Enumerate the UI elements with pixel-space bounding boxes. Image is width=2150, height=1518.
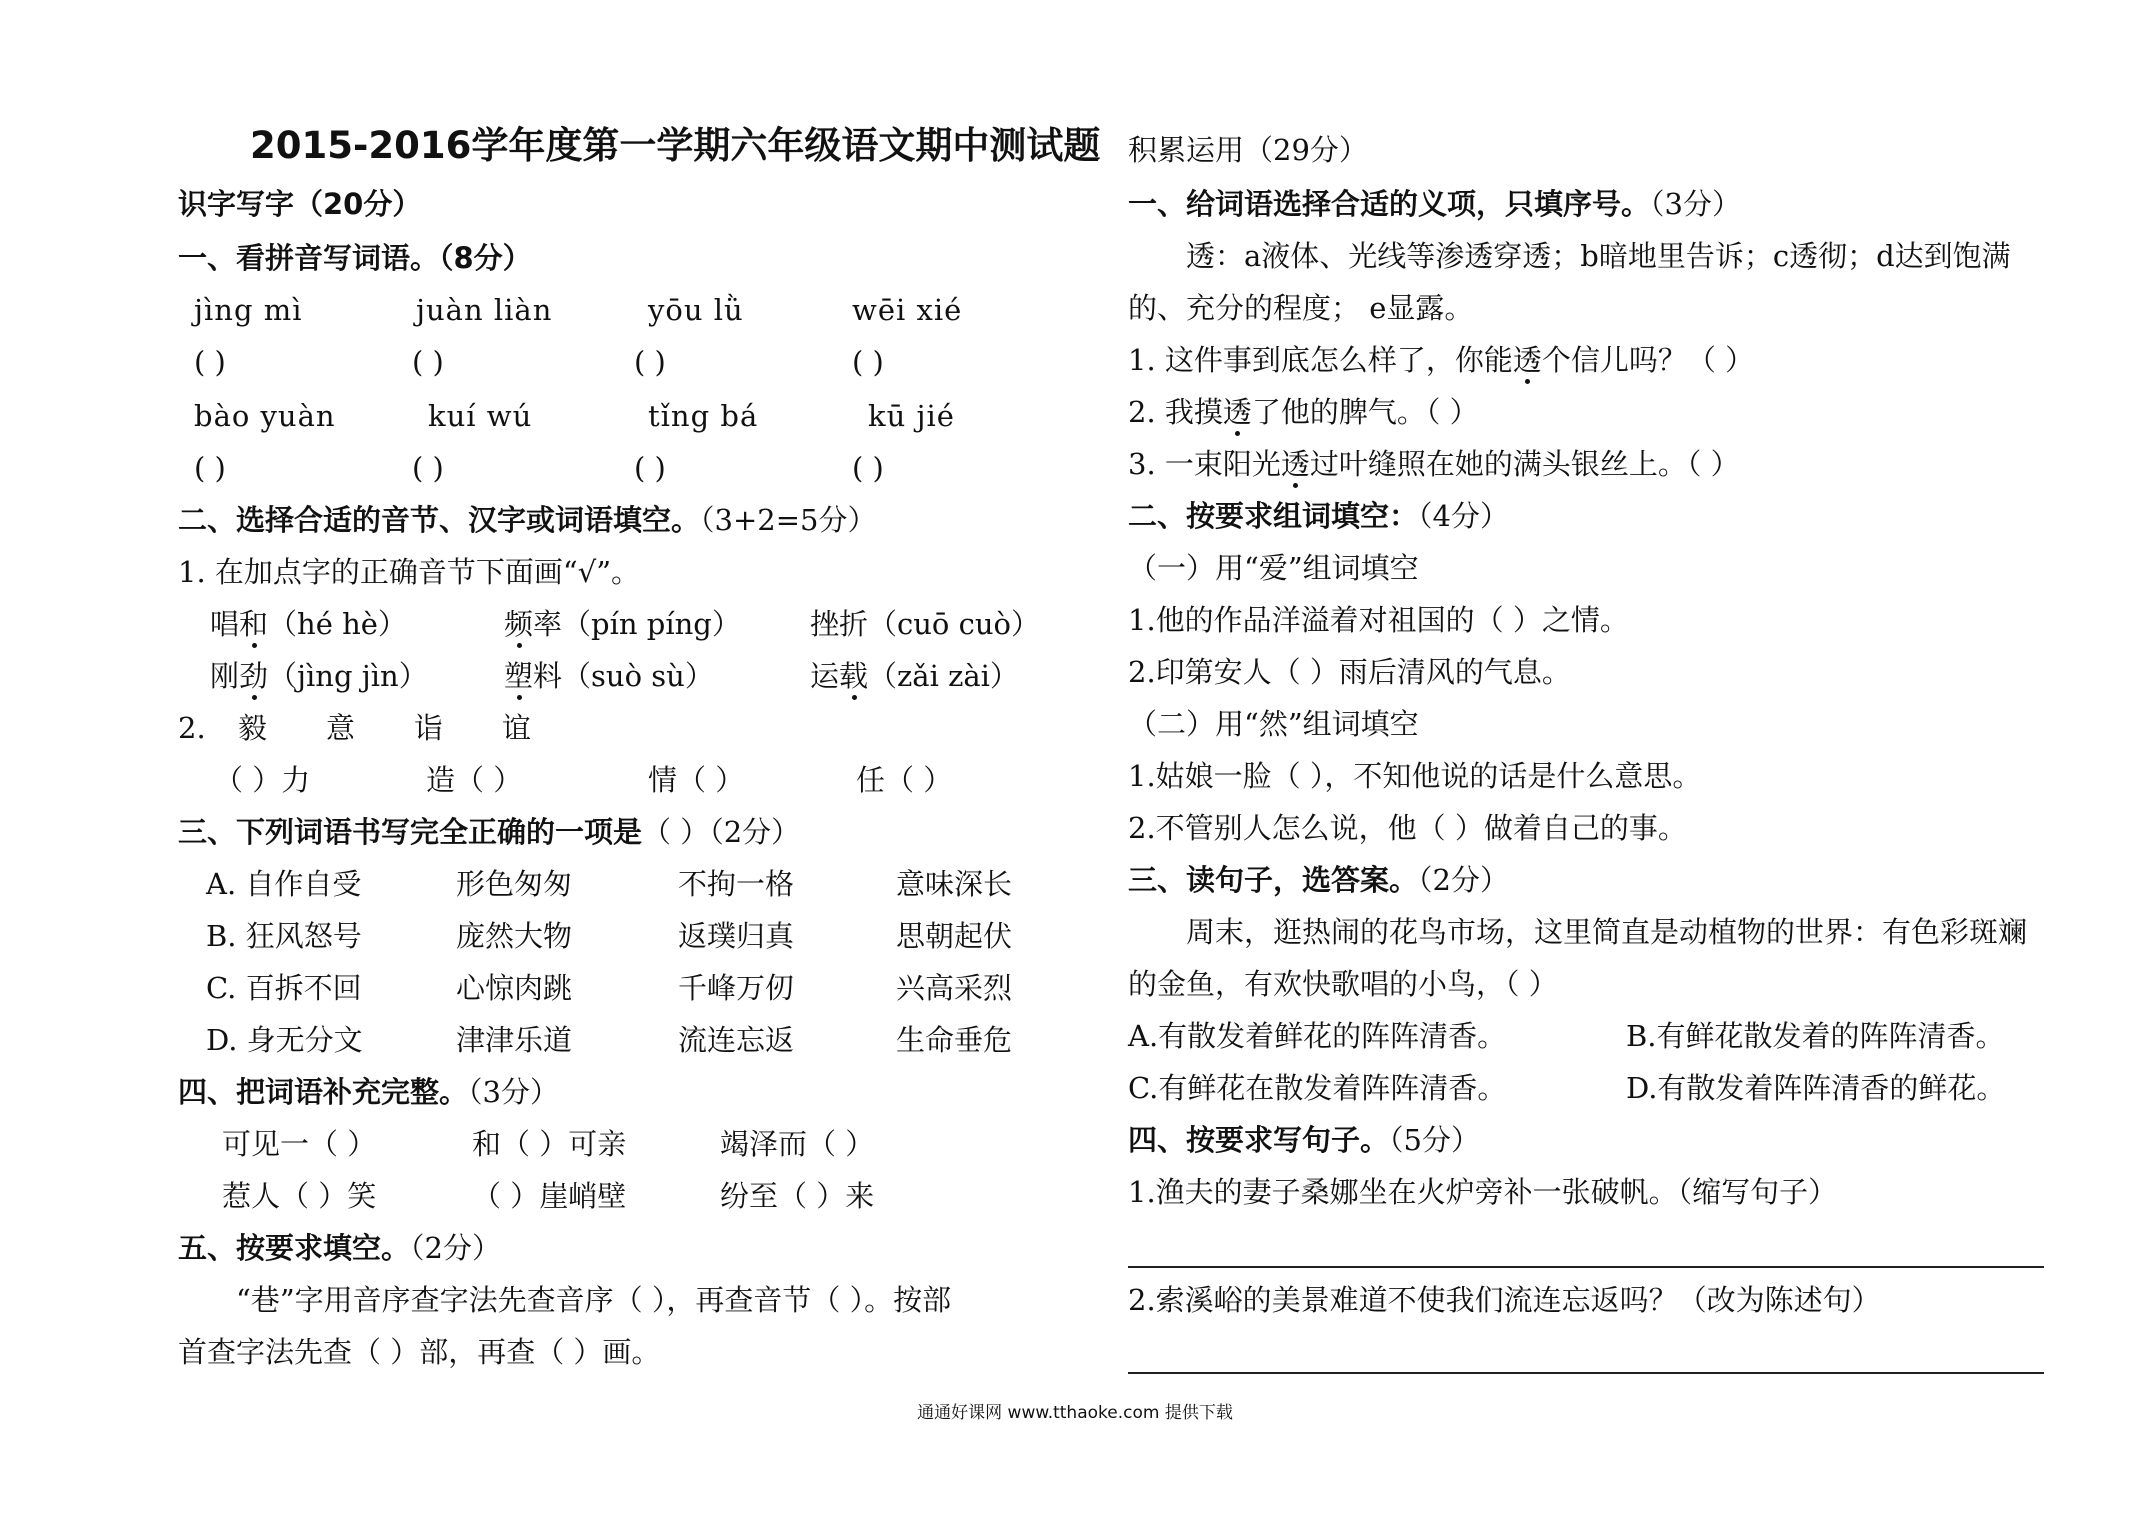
r4-item: 2.索溪峪的美景难道不使我们流连忘返吗？（改为陈述句） [1128, 1283, 1881, 1317]
option-item: A. 自作自受 [206, 867, 362, 901]
r2-item: 2.印第安人（ ）雨后清风的气息。 [1128, 655, 1571, 689]
answer-blank[interactable]: ( ) [634, 345, 666, 379]
pronunciation-item: 塑料（suò sù） [504, 659, 714, 693]
pinyin-item: bào yuàn [194, 399, 336, 433]
pronunciation-item: 挫折（cuō cuò） [810, 607, 1040, 641]
pinyin-item: juàn liàn [416, 293, 553, 327]
pronunciation-item: 刚劲（jìng jìn） [210, 659, 428, 693]
q4-title: 四、把词语补充完整。 [178, 1075, 469, 1109]
answer-blank[interactable]: ( ) [194, 345, 226, 379]
r1-title: 一、给词语选择合适的义项，只填序号。 [1128, 187, 1651, 221]
q4-score: （3分） [468, 1075, 559, 1109]
answer-line[interactable] [1128, 1372, 2044, 1374]
fill-in-blank[interactable]: 任（ ） [856, 763, 953, 797]
pinyin-item: tǐng bá [648, 399, 759, 433]
q4-title-line [178, 1074, 559, 1110]
definition-line1: 透：a液体、光线等渗透穿透；b暗地里告诉；c透彻；d达到饱满 [1186, 239, 2011, 273]
option-item: D. 身无分文 [206, 1023, 363, 1057]
r4-score: （5分） [1389, 1123, 1480, 1157]
fill-in-blank[interactable]: （ ）力 [214, 763, 311, 797]
r2-item: 1.姑娘一脸（ ），不知他说的话是什么意思。 [1128, 759, 1702, 793]
r2-subheading: （一）用“爱”组词填空 [1128, 551, 1419, 585]
r1-title-line [1128, 186, 1741, 222]
answer-blank[interactable]: ( ) [194, 451, 226, 485]
fill-in-blank[interactable]: 造（ ） [426, 763, 523, 797]
answer-option: B.有鲜花散发着的阵阵清香。 [1626, 1019, 2005, 1053]
option-item: 庞然大物 [456, 919, 573, 953]
q2-title-line [178, 502, 876, 538]
pronunciation-item: 频率（pín píng） [504, 607, 741, 641]
r4-item: 1.渔夫的妻子桑娜坐在火炉旁补一张破帆。（缩写句子） [1128, 1175, 1838, 1209]
pronunciation-item: 唱和（hé hè） [210, 607, 407, 641]
r1-item: 3. 一束阳光透过叶缝照在她的满头银丝上。（ ） [1128, 447, 1740, 481]
footer-credit: 通通好课网 www.tthaoke.com 提供下载 [917, 1403, 1233, 1423]
option-item: 津津乐道 [456, 1023, 573, 1057]
q5-text-line1: “巷”字用音序查字法先查音序（ ），再查音节（ ）。按部 [236, 1283, 952, 1317]
r1-item: 2. 我摸透了他的脾气。（ ） [1128, 395, 1479, 429]
q2-title: 二、选择合适的音节、汉字或词语填空。 [178, 503, 701, 537]
r3-title-line [1128, 862, 1509, 898]
answer-option: A.有散发着鲜花的阵阵清香。 [1128, 1019, 1507, 1053]
section-heading-accumulation: 积累运用（29分） [1128, 133, 1368, 167]
q3-title: 三、下列词语书写完全正确的一项是 [178, 815, 643, 849]
fill-in-blank[interactable]: 情（ ） [648, 763, 745, 797]
pinyin-item: yōu lǜ [648, 293, 744, 327]
q3-score[interactable]: （ ）（2分） [642, 815, 801, 849]
r2-title: 二、按要求组词填空： [1128, 499, 1419, 533]
passage-line2: 的金鱼，有欢快歌唱的小鸟，（ ） [1128, 967, 1558, 1001]
q2-score: （3+2=5分） [700, 503, 877, 537]
r4-title: 四、按要求写句子。 [1128, 1123, 1390, 1157]
q5-title-line [178, 1230, 501, 1266]
answer-line[interactable] [1128, 1266, 2044, 1268]
definition-line2: 的、充分的程度； e显露。 [1128, 291, 1474, 325]
pinyin-item: jìng mì [194, 293, 303, 327]
idiom-blank[interactable]: （ ）崖峭壁 [472, 1179, 627, 1213]
q2-1-instruction: 1. 在加点字的正确音节下面画“√”。 [178, 555, 641, 589]
idiom-blank[interactable]: 纷至（ ）来 [720, 1179, 875, 1213]
answer-blank[interactable]: ( ) [852, 451, 884, 485]
answer-blank[interactable]: ( ) [852, 345, 884, 379]
r2-score: （4分） [1418, 499, 1509, 533]
r2-item: 2.不管别人怎么说，他（ ）做着自己的事。 [1128, 811, 1687, 845]
option-item: 形色匆匆 [456, 867, 573, 901]
r1-score: （3分） [1650, 187, 1741, 221]
page-title: 2015-2016学年度第一学期六年级语文期中测试题 [250, 124, 1101, 167]
r2-subheading: （二）用“然”组词填空 [1128, 707, 1419, 741]
pinyin-item: kuí wú [428, 399, 533, 433]
option-item: 兴高采烈 [896, 971, 1013, 1005]
option-item: C. 百拆不回 [206, 971, 362, 1005]
r1-item: 1. 这件事到底怎么样了，你能透个信儿吗？（ ） [1128, 343, 1755, 377]
section-heading-literacy: 识字写字（20分） [178, 187, 422, 221]
answer-option: C.有鲜花在散发着阵阵清香。 [1128, 1071, 1507, 1105]
option-item: 生命垂危 [896, 1023, 1013, 1057]
answer-blank[interactable]: ( ) [634, 451, 666, 485]
idiom-blank[interactable]: 和（ ）可亲 [472, 1127, 627, 1161]
option-item: 思朝起伏 [896, 919, 1013, 953]
option-item: 返璞归真 [678, 919, 795, 953]
r3-title: 三、读句子，选答案。 [1128, 863, 1419, 897]
homophone-char: 谊 [502, 711, 532, 745]
homophone-char: 意 [326, 711, 356, 745]
r4-title-line [1128, 1122, 1480, 1158]
r3-score: （2分） [1418, 863, 1509, 897]
idiom-blank[interactable]: 可见一（ ） [222, 1127, 377, 1161]
pinyin-item: kū jié [868, 399, 955, 433]
option-item: 不拘一格 [678, 867, 795, 901]
option-item: B. 狂风怒号 [206, 919, 362, 953]
pinyin-item: wēi xié [852, 293, 963, 327]
passage-line1: 周末，逛热闹的花鸟市场，这里简直是动植物的世界：有色彩斑斓 [1186, 915, 2028, 949]
q5-text-line2: 首查字法先查（ ）部，再查（ ）画。 [178, 1335, 661, 1369]
pronunciation-item: 运载（zǎi zài） [810, 659, 1019, 693]
q5-title: 五、按要求填空。 [178, 1231, 411, 1265]
q3-title-line [178, 814, 800, 850]
homophone-char: 毅 [238, 711, 268, 745]
answer-blank[interactable]: ( ) [412, 451, 444, 485]
option-item: 千峰万仞 [678, 971, 795, 1005]
q2-2-label: 2. [178, 711, 206, 745]
answer-option: D.有散发着阵阵清香的鲜花。 [1626, 1071, 2006, 1105]
option-item: 心惊肉跳 [456, 971, 573, 1005]
answer-blank[interactable]: ( ) [412, 345, 444, 379]
homophone-char: 诣 [414, 711, 444, 745]
r2-item: 1.他的作品洋溢着对祖国的（ ）之情。 [1128, 603, 1629, 637]
q1-title: 一、看拼音写词语。（8分） [178, 241, 532, 275]
q5-score: （2分） [410, 1231, 501, 1265]
r2-title-line [1128, 498, 1509, 534]
option-item: 流连忘返 [678, 1023, 795, 1057]
idiom-blank[interactable]: 惹人（ ）笑 [222, 1179, 377, 1213]
idiom-blank[interactable]: 竭泽而（ ） [720, 1127, 875, 1161]
option-item: 意味深长 [896, 867, 1013, 901]
